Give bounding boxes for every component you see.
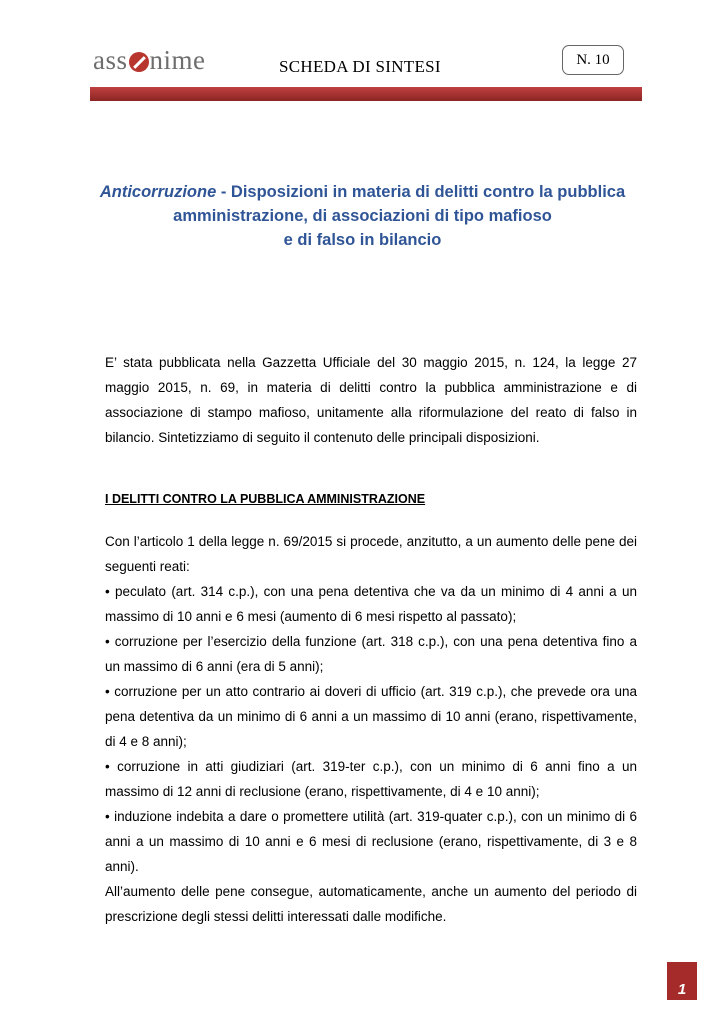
- list-item: • induzione indebita a dare o promettere utilità (art. 319-quater c.p.), con un minimo di 6 anni a un massimo di 10 anni e 6 mesi di reclusione (erano, rispettivamente, di 3 e 8 anni).: [105, 809, 637, 874]
- header-title: SCHEDA DI SINTESI: [279, 57, 441, 76]
- title-line-2: amministrazione, di associazioni di tipo mafioso: [173, 207, 552, 225]
- section-closing: All’aumento delle pene consegue, automaticamente, anche un aumento del periodo di prescrizione degli stessi delitti interessati dalle modifiche.: [105, 884, 637, 924]
- section-lead: Con l’articolo 1 della legge n. 69/2015 si procede, anzitutto, a un aumento delle pene dei seguenti reati:: [105, 534, 637, 574]
- list-item: • corruzione per un atto contrario ai doveri di ufficio (art. 319 c.p.), che prevede ora una pena detentiva da un minimo di 6 anni a un massimo di 10 anni (erano, rispettivamente, di 4 e 8 anni);: [105, 684, 637, 749]
- assonime-logo: [93, 44, 206, 76]
- logo-text-left: ass: [93, 44, 128, 75]
- page-number: 1: [667, 962, 697, 1000]
- intro-paragraph: E’ stata pubblicata nella Gazzetta Ufficiale del 30 maggio 2015, n. 124, la legge 27 maggio 2015, n. 69, in materia di delitti contro la pubblica amministrazione e di associazione di stampo mafioso, unitamente alla riformulazione del reato di falso in bilancio. Sintetizziamo di seguito il contenuto delle principali disposizioni.: [105, 355, 637, 445]
- section-heading: I DELITTI CONTRO LA PUBBLICA AMMINISTRAZIONE: [105, 492, 426, 506]
- document-number-badge: N. 10: [562, 45, 624, 75]
- logo-text-right: nime: [149, 44, 206, 75]
- section-body: [105, 529, 637, 929]
- document-title: [80, 180, 645, 252]
- logo-mark-icon: [129, 52, 149, 72]
- title-line-1-rest: - Disposizioni in materia di delitti contro la pubblica: [216, 183, 626, 201]
- list-item: • corruzione in atti giudiziari (art. 319-ter c.p.), con un minimo di 6 anni fino a un massimo di 12 anni di reclusione (erano, rispettivamente, di 4 e 10 anni);: [105, 759, 637, 799]
- header-divider: [90, 87, 642, 101]
- title-keyword: Anticorruzione: [99, 183, 217, 201]
- list-item: • peculato (art. 314 c.p.), con una pena detentiva che va da un minimo di 4 anni a un massimo di 10 anni e 6 mesi (aumento di 6 mesi rispetto al passato);: [105, 584, 637, 624]
- list-item: • corruzione per l’esercizio della funzione (art. 318 c.p.), con una pena detentiva fino a un massimo di 6 anni (era di 5 anni);: [105, 634, 637, 674]
- title-line-3: e di falso in bilancio: [283, 231, 442, 249]
- title-line-1: [80, 180, 645, 204]
